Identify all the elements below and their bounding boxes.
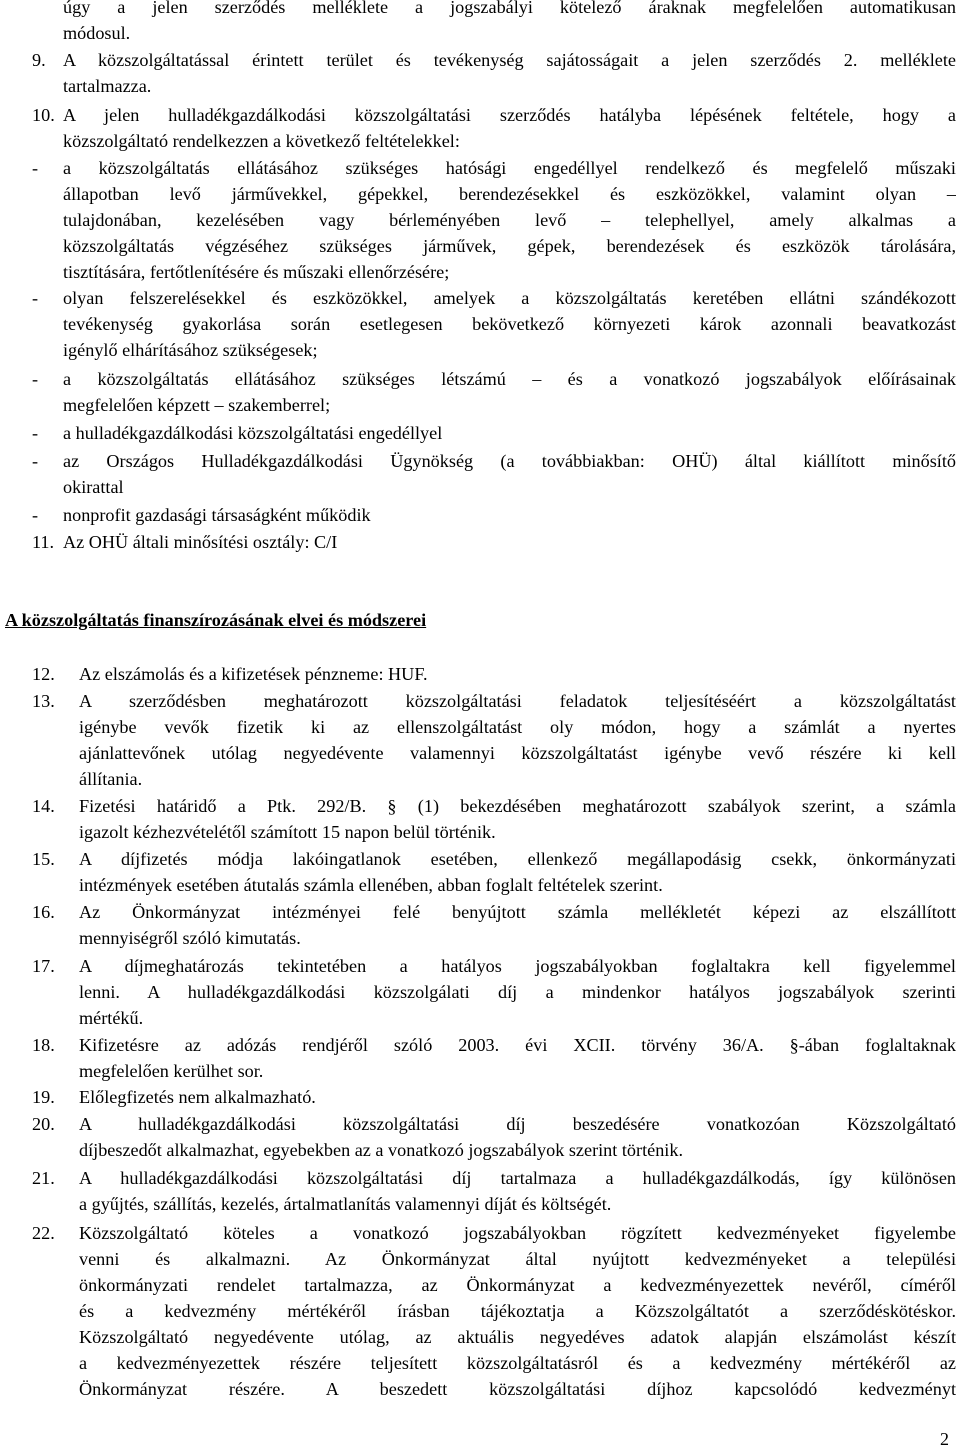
bullet-dash: -	[32, 369, 39, 389]
item-line: lenni. A hulladékgazdálkodási közszolgálati díj a mindenkor hatályos jogszabályok szerinti	[79, 982, 956, 1002]
bullet-line: tisztítására, fertőtlenítésére és műszaki ellenőrzésére;	[63, 262, 450, 282]
item-number: 20.	[32, 1114, 55, 1134]
bullet-line: nonprofit gazdasági társaságként működik	[63, 505, 371, 525]
bullet-line: közszolgáltatás végzéséhez szükséges járművek, gépek, berendezések és eszközök tárolására,	[63, 236, 956, 256]
item-line: és a kedvezmény mértékéről írásban tájékoztatja a Közszolgáltatót a szerződéskötéskor.	[79, 1301, 956, 1321]
section-heading: A közszolgáltatás finanszírozásának elvei és módszerei	[5, 610, 427, 630]
item-line: Önkormányzat részére. A beszedett közszolgáltatási díjhoz kapcsolódó kedvezményt	[79, 1379, 956, 1399]
item-line: megfelelően kerülhet sor.	[79, 1061, 264, 1081]
item-line: A hulladékgazdálkodási közszolgáltatási díj beszedésére vonatkozóan Közszolgáltató	[79, 1114, 956, 1134]
item-line: A díjfizetés módja lakóingatlanok esetében, ellenkező megállapodásig csekk, önkormányzati	[79, 849, 956, 869]
bullet-line: a közszolgáltatás ellátásához szükséges létszámú – és a vonatkozó jogszabályok előírásainak	[63, 369, 956, 389]
item-number: 12.	[32, 664, 55, 684]
item-line: Fizetési határidő a Ptk. 292/B. § (1) bekezdésében meghatározott szabályok szerint, a számla	[79, 796, 956, 816]
item-line: a kedvezményezettek részére teljesített közszolgáltatásról és a kedvezmény mértékéről az	[79, 1353, 956, 1373]
item-line: A díjmeghatározás tekintetében a hatályos jogszabályokban foglaltakra kell figyelemmel	[79, 956, 956, 976]
bullet-line: tulajdonában, kezelésében vagy bérleményében levő – telephellyel, amely alkalmas a	[63, 210, 956, 230]
item-line: tartalmazza.	[63, 76, 152, 96]
bullet-line: a hulladékgazdálkodási közszolgáltatási engedéllyel	[63, 423, 443, 443]
bullet-dash: -	[32, 423, 39, 443]
bullet-line: olyan felszerelésekkel és eszközökkel, amelyek a közszolgáltatás keretében ellátni szándékozott	[63, 288, 956, 308]
item-line: mértékű.	[79, 1008, 144, 1028]
item-line: díjbeszedőt alkalmazhat, egyebekben az a vonatkozó jogszabályok szerint történik.	[79, 1140, 683, 1160]
intro-line: úgy a jelen szerződés melléklete a jogszabályi kötelező áraknak megfelelően automatikusan	[63, 0, 956, 17]
item-line: állítania.	[79, 769, 143, 789]
bullet-dash: -	[32, 451, 39, 471]
item-number: 19.	[32, 1087, 55, 1107]
item-number: 9.	[32, 50, 46, 70]
bullet-line: okirattal	[63, 477, 124, 497]
item-line: igazolt kézhezvételétől számított 15 napon belül történik.	[79, 822, 496, 842]
item-number: 11.	[32, 532, 55, 552]
item-line: A közszolgáltatással érintett terület és tevékenység sajátosságait a jelen szerződés 2. melléklete	[63, 50, 956, 70]
bullet-dash: -	[32, 505, 39, 525]
item-line: Közszolgáltató köteles a vonatkozó jogszabályokban rögzített kedvezményeket figyelembe	[79, 1223, 956, 1243]
item-line: igénybe vevők fizetik ki az ellenszolgáltatást oly módon, hogy a számlát a nyertes	[79, 717, 956, 737]
bullet-dash: -	[32, 158, 39, 178]
bullet-line: tevékenység gyakorlása során esetlegesen bekövetkező környezeti károk azonnali beavatkozást	[63, 314, 956, 334]
item-line: intézmények esetében átutalás számla ellenében, abban foglalt feltételek szerint.	[79, 875, 663, 895]
item-line: A hulladékgazdálkodási közszolgáltatási díj tartalmaza a hulladékgazdálkodás, így különösen	[79, 1168, 956, 1188]
bullet-line: igénylő elhárításához szükségesek;	[63, 340, 318, 360]
item-number: 15.	[32, 849, 55, 869]
item-number: 18.	[32, 1035, 55, 1055]
item-number: 16.	[32, 902, 55, 922]
bullet-line: megfelelően képzett – szakemberrel;	[63, 395, 331, 415]
item-number: 17.	[32, 956, 55, 976]
bullet-line: a közszolgáltatás ellátásához szükséges hatósági engedéllyel rendelkező és megfelelő műszaki	[63, 158, 956, 178]
item-line: venni és alkalmazni. Az Önkormányzat által nyújtott kedvezményeket a települési	[79, 1249, 956, 1269]
item-number: 14.	[32, 796, 55, 816]
item-line: közszolgáltató rendelkezzen a következő feltételekkel:	[63, 131, 460, 151]
item-line: Közszolgáltató negyedévente utólag, az aktuális negyedéves adatok alapján elszámolást készít	[79, 1327, 956, 1347]
item-line: Kifizetésre az adózás rendjéről szóló 2003. évi XCII. törvény 36/A. §-ában foglaltaknak	[79, 1035, 956, 1055]
bullet-line: állapotban levő járművekkel, gépekkel, berendezésekkel és eszközökkel, valamint olyan –	[63, 184, 956, 204]
item-line: Az OHÜ általi minősítési osztály: C/I	[63, 532, 338, 552]
item-line: a gyűjtés, szállítás, kezelés, ártalmatlanítás valamennyi díját és költségét.	[79, 1194, 612, 1214]
bullet-dash: -	[32, 288, 39, 308]
item-line: Az Önkormányzat intézményei felé benyújtott számla mellékletét képezi az elszállított	[79, 902, 956, 922]
item-number: 22.	[32, 1223, 55, 1243]
page-number: 2	[940, 1429, 949, 1449]
item-number: 13.	[32, 691, 55, 711]
item-line: ajánlattevőnek utólag negyedévente valamennyi közszolgáltatást igénybe vevő részére ki kell	[79, 743, 956, 763]
bullet-line: az Országos Hulladékgazdálkodási Ügynökség (a továbbiakban: OHÜ) által kiállított minősítő	[63, 451, 956, 471]
item-number: 10.	[32, 105, 55, 125]
item-line: mennyiségről szóló kimutatás.	[79, 928, 301, 948]
item-line: Előlegfizetés nem alkalmazható.	[79, 1087, 316, 1107]
item-line: Az elszámolás és a kifizetések pénzneme: HUF.	[79, 664, 428, 684]
item-line: A jelen hulladékgazdálkodási közszolgáltatási szerződés hatályba lépésének feltétele, hogy a	[63, 105, 956, 125]
intro-line: módosul.	[63, 23, 131, 43]
item-line: önkormányzati rendelet tartalmazza, az Önkormányzat a kedvezményezettek nevéről, címéről	[79, 1275, 956, 1295]
item-line: A szerződésben meghatározott közszolgáltatási feladatok teljesítéséért a közszolgáltatást	[79, 691, 956, 711]
item-number: 21.	[32, 1168, 55, 1188]
